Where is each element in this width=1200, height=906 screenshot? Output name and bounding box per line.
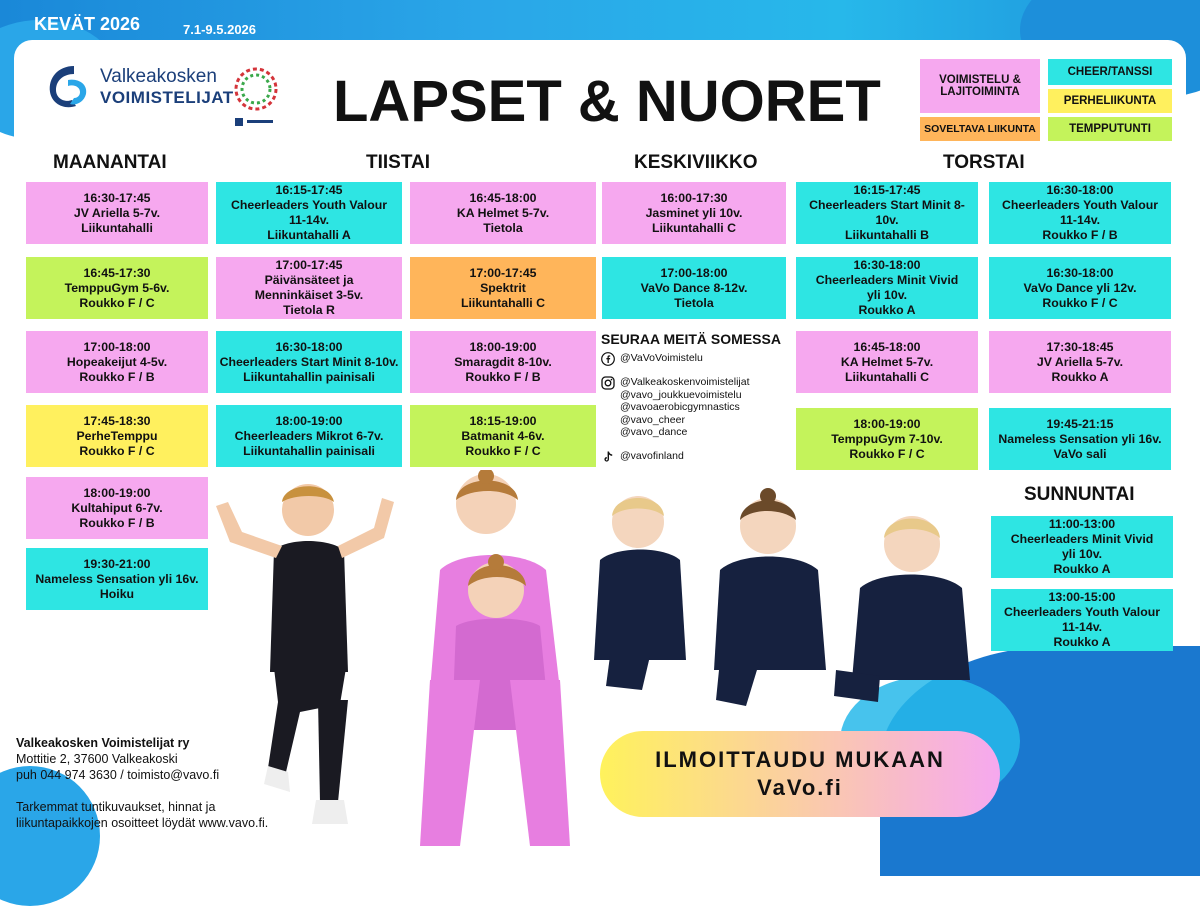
- schedule-card: [410, 257, 596, 319]
- schedule-card: [410, 182, 596, 244]
- card-time: 19:30-21:00: [83, 556, 151, 571]
- card-place: Liikuntahalli C: [460, 295, 546, 310]
- card-group: Nameless Sensation yli 16v.: [35, 571, 199, 586]
- card-time: 16:00-17:30: [660, 190, 728, 205]
- card-time: 16:30-18:00: [853, 258, 921, 272]
- card-group: Cheerleaders Start Minit 8-10v.: [219, 354, 399, 369]
- card-place: Hoiku: [99, 586, 135, 601]
- card-group: Päivänsäteet ja: [264, 273, 354, 287]
- card-time: 19:45-21:15: [1046, 416, 1114, 431]
- card-place: Roukko F / C: [1042, 295, 1118, 310]
- card-place: Roukko F / B: [79, 515, 155, 530]
- signup-label: ILMOITTAUDU MUKAAN: [655, 747, 945, 772]
- schedule-card: [989, 182, 1171, 244]
- schedule-card: [991, 516, 1173, 578]
- day-heading-thursday: TORSTAI: [943, 152, 1025, 173]
- tiktok-icon: [601, 450, 615, 464]
- card-group-age: 11-14v.: [1061, 620, 1103, 634]
- day-heading-tuesday: TIISTAI: [366, 152, 431, 173]
- page-title: LAPSET & NUORET: [333, 69, 881, 134]
- card-group: Nameless Sensation yli 16v.: [998, 431, 1162, 446]
- schedule-card: [216, 257, 402, 319]
- schedule-card: [989, 408, 1171, 470]
- card-place: Roukko F / B: [465, 369, 541, 384]
- card-group: JV Ariella 5-7v.: [1036, 354, 1124, 369]
- card-group: Cheerleaders Youth Valour: [230, 198, 388, 212]
- info-text-line2: liikuntapaikkojen osoitteet löydät www.vavo.fi.: [16, 816, 269, 830]
- card-place: VaVo sali: [1053, 446, 1107, 461]
- card-group: Cheerleaders Mikrot 6-7v.: [234, 428, 384, 443]
- schedule-card: [216, 331, 402, 393]
- card-time: 17:00-17:45: [469, 265, 537, 280]
- signup-url: VaVo.fi: [757, 775, 843, 800]
- card-time: 17:45-18:30: [83, 413, 151, 428]
- schedule-card: [989, 331, 1171, 393]
- card-group: VaVo Dance yli 12v.: [1023, 280, 1137, 295]
- schedule-card: [216, 405, 402, 467]
- social-instagram[interactable]: [601, 376, 750, 439]
- instagram-handle: @vavoaerobicgymnastics: [620, 401, 740, 413]
- instagram-handle: @Valkeakoskenvoimistelijat: [620, 376, 750, 388]
- season-dates: 7.1-9.5.2026: [183, 22, 257, 37]
- legend-perhe: PERHELIIKUNTA: [1048, 89, 1172, 113]
- card-time: 16:45-18:00: [469, 190, 537, 205]
- card-group: Cheerleaders Start Minit 8-10v.: [809, 198, 965, 227]
- card-group-age: 11-14v.: [1059, 213, 1101, 227]
- card-group-age: 11-14v.: [288, 213, 330, 227]
- card-place: Liikuntahalli: [81, 220, 153, 235]
- schedule-card: [989, 257, 1171, 319]
- schedule-card: [410, 331, 596, 393]
- signup-button[interactable]: [600, 731, 1000, 817]
- org-address: Mottitie 2, 37600 Valkeakoski: [16, 752, 178, 766]
- schedule-card: [26, 548, 208, 610]
- schedule-card: [602, 182, 786, 244]
- card-place: Roukko A: [1053, 562, 1111, 576]
- club-logo: [44, 62, 234, 112]
- card-place: Roukko F / B: [1042, 228, 1118, 242]
- schedule-card: [26, 182, 208, 244]
- card-time: 16:15-17:45: [275, 183, 343, 197]
- cheer-kids-photo: [590, 480, 990, 720]
- card-place: Tietola: [483, 220, 523, 235]
- card-place: Liikuntahallin painisali: [243, 369, 375, 384]
- day-heading-monday: MAANANTAI: [53, 152, 167, 173]
- card-group-age: Menninkäiset 3-5v.: [254, 288, 364, 302]
- tiktok-handle: @vavofinland: [620, 450, 684, 462]
- facebook-handle: @VaVoVoimistelu: [620, 352, 703, 364]
- card-group: Kultahiput 6-7v.: [71, 500, 163, 515]
- schedule-card: [796, 408, 978, 470]
- schedule-card: [26, 331, 208, 393]
- day-heading-wednesday: KESKIVIIKKO: [634, 152, 758, 173]
- club-name-line2: VOIMISTELIJAT: [100, 88, 234, 107]
- card-time: 18:15-19:00: [469, 413, 537, 428]
- girls-gymnasts-photo: [400, 470, 585, 846]
- schedule-card: [410, 405, 596, 467]
- social-facebook[interactable]: [601, 352, 703, 366]
- org-name: Valkeakosken Voimistelijat ry: [16, 736, 190, 750]
- card-time: 16:45-17:30: [83, 265, 151, 280]
- card-group: Cheerleaders Youth Valour: [1001, 198, 1159, 212]
- card-time: 17:30-18:45: [1046, 339, 1114, 354]
- card-place: Tietola: [674, 295, 714, 310]
- card-group: Cheerleaders Minit Vivid: [1010, 532, 1154, 546]
- season-label: KEVÄT 2026: [34, 14, 141, 34]
- org-contact: puh 044 974 3630 / toimisto@vavo.fi: [16, 768, 220, 782]
- legend-cheer: CHEER/TANSSI: [1048, 59, 1172, 85]
- instagram-handle: @vavo_dance: [620, 426, 688, 438]
- card-group: PerheTemppu: [76, 428, 158, 443]
- card-group: JV Ariella 5-7v.: [73, 205, 161, 220]
- card-time: 16:30-18:00: [1046, 265, 1114, 280]
- card-time: 16:30-18:00: [1046, 183, 1114, 197]
- card-place: Roukko A: [1051, 369, 1109, 384]
- card-place: Liikuntahalli B: [844, 228, 930, 242]
- card-time: 17:00-17:45: [275, 258, 343, 272]
- card-place: Roukko F / C: [465, 443, 541, 458]
- card-group: Cheerleaders Minit Vivid: [815, 273, 959, 287]
- quality-seal-icon: [231, 64, 281, 130]
- card-time: 16:30-18:00: [275, 339, 343, 354]
- card-place: Tietola R: [283, 303, 335, 317]
- social-tiktok[interactable]: [601, 450, 684, 464]
- social-title: SEURAA MEITÄ SOMESSA: [601, 331, 781, 347]
- schedule-card: [796, 257, 978, 319]
- card-time: 16:30-17:45: [83, 190, 151, 205]
- card-group: KA Helmet 5-7v.: [456, 205, 550, 220]
- card-group: Smaragdit 8-10v.: [454, 354, 552, 369]
- card-group: Batmanit 4-6v.: [461, 428, 545, 443]
- card-time: 18:00-19:00: [853, 416, 921, 431]
- card-group: Hopeakeijut 4-5v.: [66, 354, 168, 369]
- card-group: TemppuGym 5-6v.: [64, 280, 170, 295]
- card-place: Roukko F / B: [79, 369, 155, 384]
- day-heading-sunday: SUNNUNTAI: [1024, 484, 1135, 505]
- card-group: Cheerleaders Youth Valour: [1003, 605, 1161, 619]
- club-logo-icon: [44, 62, 92, 112]
- legend-voimistelu: VOIMISTELU & LAJITOIMINTA: [920, 59, 1040, 113]
- schedule-card: [26, 477, 208, 539]
- instagram-handle: @vavo_cheer: [620, 413, 685, 426]
- schedule-card: [602, 257, 786, 319]
- schedule-card: [796, 331, 978, 393]
- card-place: Roukko A: [1053, 635, 1111, 649]
- card-group-age: yli 10v.: [866, 288, 908, 302]
- card-time: 11:00-13:00: [1048, 517, 1116, 531]
- card-place: Liikuntahalli C: [844, 369, 930, 384]
- card-place: Liikuntahalli A: [267, 228, 351, 242]
- card-group: VaVo Dance 8-12v.: [640, 280, 748, 295]
- schedule-card: [26, 405, 208, 467]
- card-time: 16:15-17:45: [853, 183, 921, 197]
- card-time: 13:00-15:00: [1048, 590, 1116, 604]
- card-group-age: yli 10v.: [1061, 547, 1103, 561]
- card-place: Roukko A: [858, 303, 916, 317]
- contact-info: [16, 735, 268, 831]
- schedule-card: [26, 257, 208, 319]
- info-text-line1: Tarkemmat tuntikuvaukset, hinnat ja: [16, 800, 216, 814]
- club-name-line1: Valkeakosken: [100, 66, 217, 87]
- card-time: 18:00-19:00: [275, 413, 343, 428]
- card-time: 18:00-19:00: [83, 485, 151, 500]
- schedule-card: [991, 589, 1173, 651]
- card-place: Liikuntahalli C: [651, 220, 737, 235]
- legend-soveltava: SOVELTAVA LIIKUNTA: [920, 117, 1040, 141]
- card-place: Liikuntahallin painisali: [243, 443, 375, 458]
- card-place: Roukko F / C: [79, 443, 155, 458]
- card-time: 18:00-19:00: [469, 339, 537, 354]
- card-place: Roukko F / C: [79, 295, 155, 310]
- schedule-card: [796, 182, 978, 244]
- legend-temppu: TEMPPUTUNTI: [1048, 117, 1172, 141]
- card-group: Spektrit: [480, 280, 526, 295]
- card-group: KA Helmet 5-7v.: [840, 354, 934, 369]
- facebook-icon: [601, 352, 615, 366]
- card-time: 16:45-18:00: [853, 339, 921, 354]
- schedule-card: [216, 182, 402, 244]
- card-group: TemppuGym 7-10v.: [831, 431, 943, 446]
- card-group: Jasminet yli 10v.: [645, 205, 743, 220]
- card-time: 17:00-18:00: [83, 339, 151, 354]
- card-place: Roukko F / C: [849, 446, 925, 461]
- card-time: 17:00-18:00: [660, 265, 728, 280]
- instagram-handle: @vavo_joukkuevoimistelu: [620, 388, 742, 401]
- instagram-icon: [601, 376, 615, 390]
